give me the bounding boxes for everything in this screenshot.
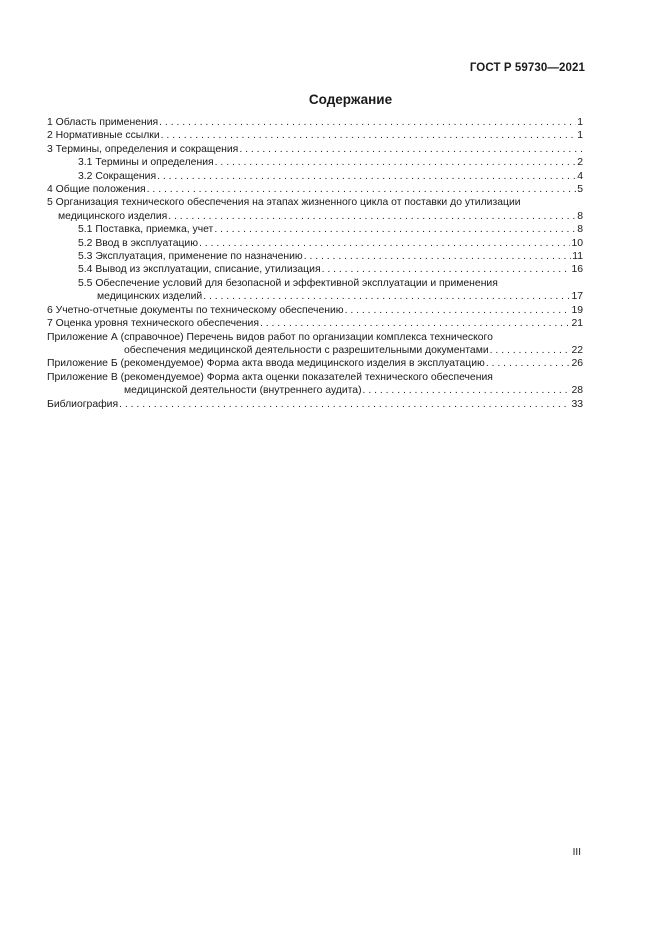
- leader-dots: [157, 170, 576, 183]
- toc-entry[interactable]: [47, 371, 583, 398]
- leader-dots: [199, 237, 570, 250]
- toc-entry[interactable]: [47, 223, 583, 236]
- toc-entry-title: обеспечения медицинской деятельности с разрешительными документами: [124, 344, 489, 356]
- toc-entry[interactable]: [47, 304, 583, 317]
- leader-dots: [486, 357, 571, 370]
- toc-entry-title: 7 Оценка уровня технического обеспечения: [47, 318, 259, 330]
- leader-dots: [322, 263, 571, 276]
- toc-entry-page: 28: [571, 385, 583, 397]
- leader-dots: [168, 210, 576, 223]
- leader-dots: [260, 317, 570, 330]
- toc-entry[interactable]: [47, 183, 583, 196]
- toc-entry[interactable]: [47, 277, 583, 304]
- toc-entry-page: 2: [577, 157, 583, 169]
- toc-entry-page: 17: [571, 291, 583, 303]
- toc-entry-page: 5: [577, 184, 583, 196]
- toc-entry-page: 8: [577, 210, 583, 222]
- leader-dots: [363, 384, 571, 397]
- leader-dots: [304, 250, 572, 263]
- toc-entry-title: медицинской деятельности (внутреннего аудита): [124, 385, 362, 397]
- toc-entry-title: 6 Учетно-отчетные документы по техническому обеспечению: [47, 304, 344, 316]
- toc-entry-page: 8: [577, 224, 583, 236]
- leader-dots: [214, 223, 576, 236]
- toc-entry-page: 26: [571, 358, 583, 370]
- toc-entry-title: 5.2 Ввод в эксплуатацию: [78, 237, 199, 249]
- leader-dots: [490, 344, 571, 357]
- toc-entry[interactable]: [47, 196, 583, 223]
- toc-entry-title: медицинских изделий: [97, 291, 203, 303]
- toc-entry[interactable]: [47, 156, 583, 169]
- toc-entry-title: Библиография: [47, 398, 119, 410]
- toc-entry[interactable]: [47, 129, 583, 142]
- toc-entry-title: 2 Нормативные ссылки: [47, 130, 160, 142]
- toc-entry[interactable]: [47, 170, 583, 183]
- document-code: ГОСТ Р 59730—2021: [469, 62, 585, 74]
- toc-entry-title: 4 Общие положения: [47, 184, 146, 196]
- leader-dots: [119, 398, 570, 411]
- toc-entry[interactable]: [47, 357, 583, 370]
- leader-dots: [215, 156, 577, 169]
- toc-entry-title: Приложение А (справочное) Перечень видов работ по организации комплекса технического: [47, 331, 493, 343]
- toc-entry-page: 22: [571, 344, 583, 356]
- leader-dots: [159, 116, 576, 129]
- toc-entry-page: 4: [577, 170, 583, 182]
- leader-dots: [203, 290, 570, 303]
- toc-title: Содержание: [308, 92, 393, 107]
- toc-entry[interactable]: [47, 263, 583, 276]
- toc-entry-page: 11: [572, 251, 583, 263]
- leader-dots: [239, 143, 582, 156]
- toc-entry-page: 1: [577, 117, 583, 128]
- toc-entry[interactable]: [47, 116, 583, 129]
- toc-entry-title: Приложение В (рекомендуемое) Форма акта оценки показателей технического обеспечения: [47, 371, 493, 383]
- toc-entry[interactable]: [47, 237, 583, 250]
- toc-entry-page: 33: [571, 398, 583, 410]
- toc-entry-title: 5.1 Поставка, приемка, учет: [78, 224, 214, 236]
- leader-dots: [345, 304, 571, 317]
- toc-entry[interactable]: [47, 317, 583, 330]
- toc-entry-page: 1: [577, 130, 583, 142]
- toc-entry-title: 1 Область применения: [47, 117, 159, 128]
- toc-entry-title: Приложение Б (рекомендуемое) Форма акта ввода медицинского изделия в эксплуатацию: [47, 358, 485, 370]
- toc-entry[interactable]: [47, 143, 583, 156]
- leader-dots: [161, 129, 577, 142]
- toc-entry-page: 19: [571, 304, 583, 316]
- toc-entry-title: 5 Организация технического обеспечения на этапах жизненного цикла от поставки до утилизации: [47, 197, 521, 209]
- page-number: III: [572, 847, 581, 858]
- toc-entry-title: 3 Термины, определения и сокращения: [47, 143, 239, 155]
- toc-entry[interactable]: [47, 331, 583, 358]
- leader-dots: [147, 183, 577, 196]
- toc-entry-title: 3.1 Термины и определения: [78, 157, 214, 169]
- toc-entry-page: 21: [571, 318, 583, 330]
- toc-entry[interactable]: [47, 398, 583, 411]
- table-of-contents: [47, 116, 583, 411]
- toc-entry-page: 10: [571, 237, 583, 249]
- toc-entry-title: 5.4 Вывод из эксплуатации, списание, утилизация: [78, 264, 321, 276]
- toc-entry-title: 5.5 Обеспечение условий для безопасной и эффективной эксплуатации и применения: [78, 277, 498, 289]
- toc-entry-page: 16: [571, 264, 583, 276]
- toc-entry-title: 5.3 Эксплуатация, применение по назначению: [78, 251, 303, 263]
- toc-entry-title: 3.2 Сокращения: [78, 170, 157, 182]
- toc-entry[interactable]: [47, 250, 583, 263]
- toc-entry-title: медицинского изделия: [58, 210, 168, 222]
